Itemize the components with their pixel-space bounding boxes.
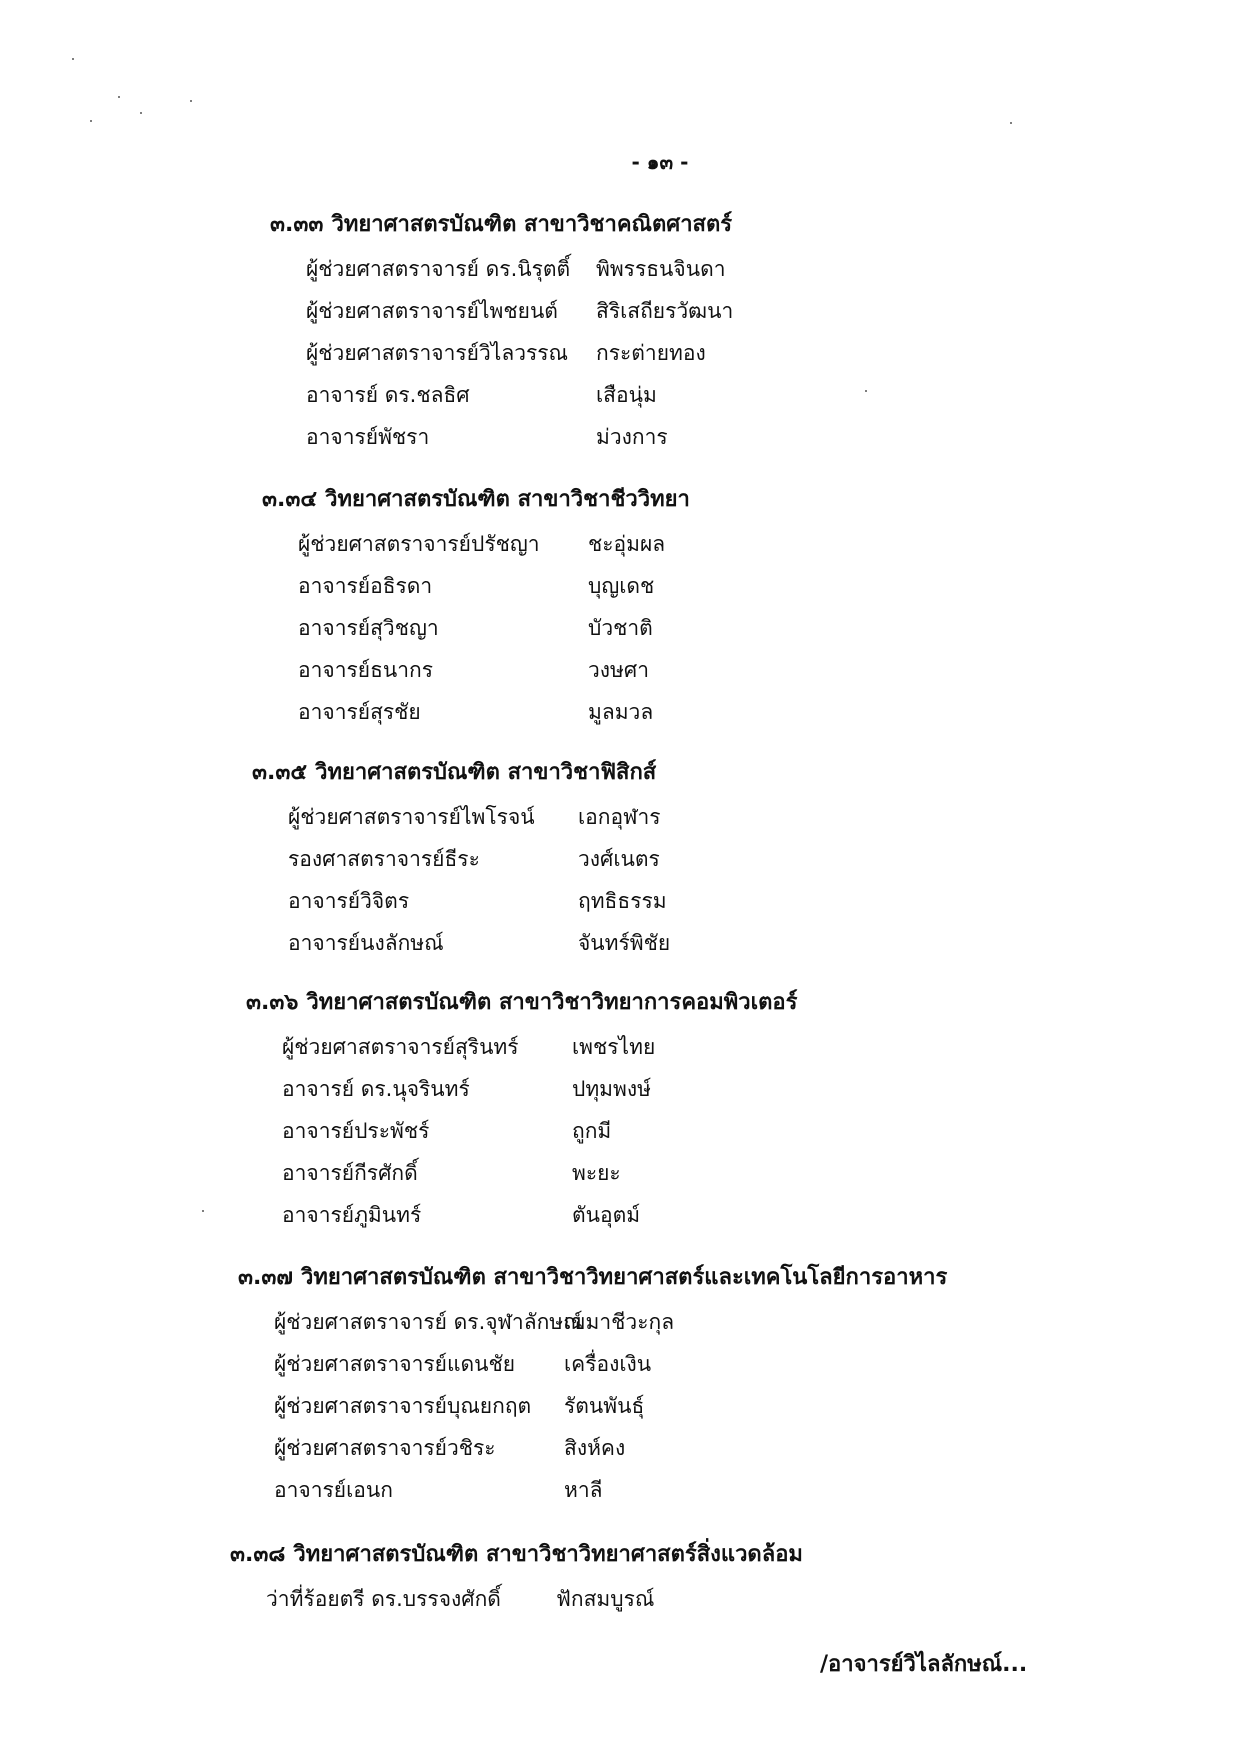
person-row	[306, 416, 732, 458]
person-surname: ฤทธิธรรม	[578, 889, 667, 913]
person-surname: เสือนุ่ม	[596, 383, 657, 407]
person-row	[306, 374, 732, 416]
person-surname: พะยะ	[572, 1161, 621, 1185]
section-3-38	[230, 1540, 803, 1620]
person-given-name: ผู้ช่วยศาสตราจารย์บุณยกฤต	[274, 1394, 532, 1418]
person-surname: รัตนพันธุ์	[564, 1394, 645, 1418]
person-surname: เครื่องเงิน	[564, 1352, 652, 1376]
person-row	[282, 1194, 797, 1236]
section-heading	[270, 210, 732, 240]
person-given-name: ผู้ช่วยศาสตราจารย์ไพโรจน์	[288, 805, 535, 829]
person-surname: เพชรไทย	[572, 1035, 656, 1059]
person-given-name: อาจารย์สุวิชญา	[298, 616, 439, 640]
section-title: วิทยาศาสตรบัณฑิต สาขาวิชาชีววิทยา	[325, 487, 690, 512]
section-title: วิทยาศาสตรบัณฑิต สาขาวิชาวิทยาการคอมพิวเตอร์	[306, 990, 798, 1015]
person-row	[298, 565, 690, 607]
person-row	[306, 332, 732, 374]
person-given-name: ผู้ช่วยศาสตราจารย์วิไลวรรณ	[306, 341, 569, 365]
person-row	[282, 1152, 797, 1194]
section-title: วิทยาศาสตรบัณฑิต สาขาวิชาฟิสิกส์	[315, 760, 657, 785]
person-row	[274, 1301, 947, 1343]
person-given-name: รองศาสตราจารย์ธีระ	[288, 847, 480, 871]
person-given-name: อาจารย์ประพัชร์	[282, 1119, 430, 1143]
person-given-name: อาจารย์อธิรดา	[298, 574, 433, 598]
scan-speck	[1010, 122, 1012, 124]
person-given-name: ผู้ช่วยศาสตราจารย์แดนชัย	[274, 1352, 516, 1376]
person-surname: จันทร์พิชัย	[578, 931, 671, 955]
scan-speck	[118, 96, 120, 98]
person-row	[288, 838, 660, 880]
section-heading	[252, 758, 656, 788]
person-row	[274, 1385, 947, 1427]
section-heading	[230, 1540, 803, 1570]
person-given-name: อาจารย์วิจิตร	[288, 889, 410, 913]
person-given-name: อาจารย์นงลักษณ์	[288, 931, 444, 955]
scan-speck	[202, 1210, 204, 1212]
person-row	[288, 796, 661, 838]
person-surname: มูลมวล	[588, 700, 654, 724]
person-row	[282, 1026, 797, 1068]
section-number: ๓.๓๔	[262, 487, 318, 512]
person-given-name: ผู้ช่วยศาสตราจารย์ไพชยนต์	[306, 299, 558, 323]
person-given-name: ผู้ช่วยศาสตราจารย์ ดร.นิรุตติ์	[306, 257, 571, 281]
person-surname: วงษศา	[588, 658, 650, 682]
person-row	[298, 649, 690, 691]
person-given-name: ผู้ช่วยศาสตราจารย์สุรินทร์	[282, 1035, 519, 1059]
section-heading	[262, 485, 690, 515]
person-row	[266, 1578, 803, 1620]
section-3-34	[262, 485, 690, 733]
section-number: ๓.๓๘	[230, 1542, 286, 1567]
person-surname: ถูกมี	[572, 1119, 612, 1143]
person-surname: หาลี	[564, 1478, 603, 1502]
section-title: วิทยาศาสตรบัณฑิต สาขาวิชาคณิตศาสตร์	[331, 212, 733, 237]
person-row	[298, 691, 690, 733]
scan-speck	[90, 120, 92, 122]
person-given-name: ผู้ช่วยศาสตราจารย์ปรัชญา	[298, 532, 540, 556]
section-title: วิทยาศาสตรบัณฑิต สาขาวิชาวิทยาศาสตร์สิ่งแวดล้อม	[293, 1542, 803, 1567]
person-row	[306, 248, 732, 290]
person-surname: ม่วงการ	[596, 425, 668, 449]
person-surname: กระต่ายทอง	[596, 341, 706, 365]
person-row	[282, 1068, 797, 1110]
person-surname: ปทุมพงษ์	[572, 1077, 651, 1101]
person-surname: เขมาชีวะกุล	[564, 1310, 675, 1334]
person-given-name: อาจารย์พัชรา	[306, 425, 430, 449]
continuation-note: /อาจารย์วิไลลักษณ์...	[820, 1652, 1028, 1677]
person-row	[288, 880, 667, 922]
person-surname: บัวชาติ	[588, 616, 653, 640]
person-given-name: ว่าที่ร้อยตรี ดร.บรรจงศักดิ์	[266, 1587, 501, 1611]
person-given-name: อาจารย์กีรศักดิ์	[282, 1161, 418, 1185]
person-row	[274, 1343, 947, 1385]
section-3-37	[238, 1263, 947, 1511]
section-3-35	[252, 758, 671, 964]
person-given-name: อาจารย์ ดร.นุจรินทร์	[282, 1077, 470, 1101]
person-surname: ชะอุ่มผล	[588, 532, 666, 556]
section-number: ๓.๓๓	[270, 212, 324, 237]
scan-speck	[865, 390, 867, 392]
person-surname: สิงห์คง	[564, 1436, 626, 1460]
scan-speck	[190, 100, 192, 102]
section-3-36	[246, 988, 797, 1236]
person-row	[282, 1110, 797, 1152]
person-given-name: อาจารย์ ดร.ชลธิศ	[306, 383, 470, 407]
person-given-name: อาจารย์สุรชัย	[298, 700, 421, 724]
page-number: - ๑๓ -	[631, 150, 689, 174]
person-surname: พิพรรธนจินดา	[596, 257, 726, 281]
section-heading	[238, 1263, 947, 1293]
scan-speck	[140, 112, 142, 114]
person-given-name: อาจารย์ธนากร	[298, 658, 434, 682]
person-surname: เอกอุฬาร	[578, 805, 661, 829]
person-given-name: ผู้ช่วยศาสตราจารย์ ดร.จุฬาลักษณ์	[274, 1310, 583, 1334]
person-given-name: อาจารย์ภูมินทร์	[282, 1203, 422, 1227]
scan-speck	[72, 58, 74, 60]
section-heading	[246, 988, 797, 1018]
person-row	[298, 607, 690, 649]
person-row	[306, 290, 732, 332]
section-title: วิทยาศาสตรบัณฑิต สาขาวิชาวิทยาศาสตร์และเทคโนโลยีการอาหาร	[300, 1265, 948, 1290]
person-row	[274, 1427, 947, 1469]
person-surname: สิริเสถียรวัฒนา	[596, 299, 734, 323]
person-surname: บุญเดช	[588, 574, 655, 598]
person-row	[288, 922, 671, 964]
person-surname: ฟักสมบูรณ์	[556, 1587, 655, 1611]
section-3-33	[270, 210, 732, 458]
person-surname: วงศ์เนตร	[578, 847, 660, 871]
section-number: ๓.๓๗	[238, 1265, 293, 1290]
person-surname: ตันอุตม์	[572, 1203, 641, 1227]
person-given-name: ผู้ช่วยศาสตราจารย์วชิระ	[274, 1436, 496, 1460]
person-given-name: อาจารย์เอนก	[274, 1478, 393, 1502]
person-row	[298, 523, 690, 565]
section-number: ๓.๓๖	[246, 990, 299, 1015]
person-row	[274, 1469, 947, 1511]
section-number: ๓.๓๕	[252, 760, 308, 785]
